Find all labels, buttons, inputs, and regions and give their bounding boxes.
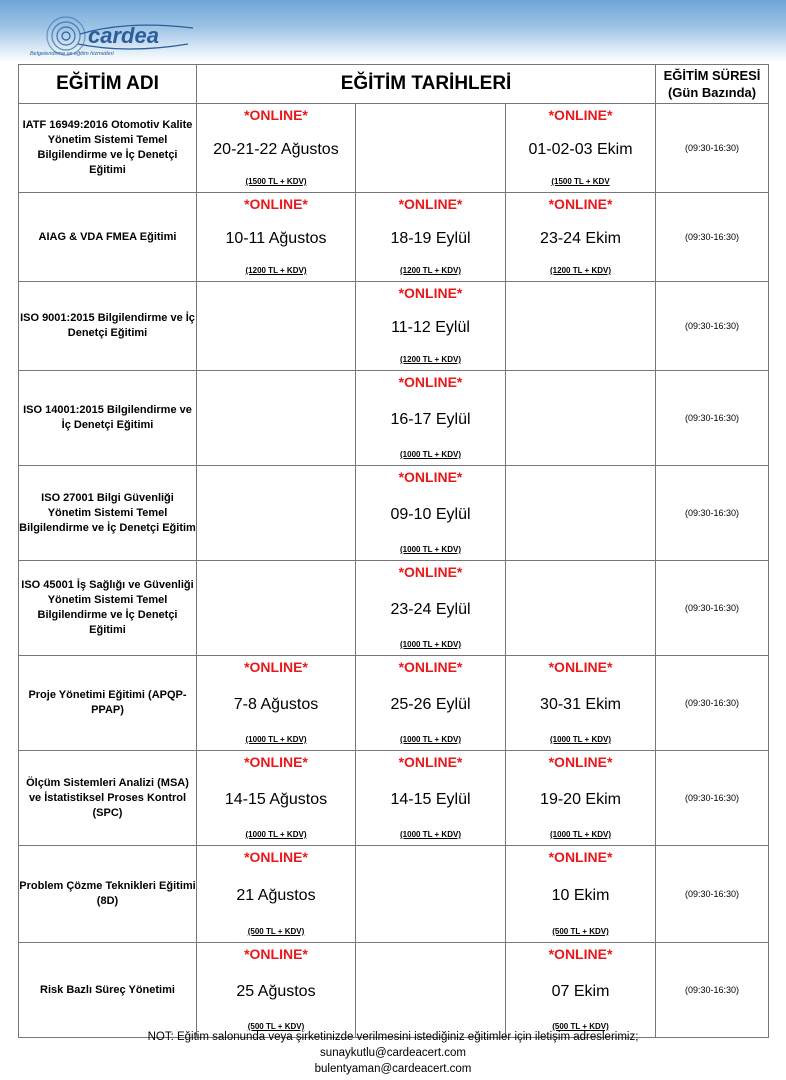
online-tag: *ONLINE* (244, 107, 308, 123)
session-price: (500 TL + KDV) (552, 1022, 609, 1031)
online-tag: *ONLINE* (398, 564, 463, 580)
session-price: (1500 TL + KDV) (245, 177, 307, 186)
session-cell (197, 371, 356, 466)
training-name: Problem Çözme Teknikleri Eğitimi (8D) (19, 846, 197, 943)
table-row (19, 561, 769, 656)
session-cell (506, 193, 656, 282)
session-date: 23-24 Eylül (390, 601, 471, 618)
online-tag: *ONLINE* (398, 469, 463, 485)
table-header-row (19, 65, 769, 104)
training-name: ISO 45001 İş Sağlığı ve Güvenliği Yönetim Sistemi Temel Bilgilendirme ve İç Denetçi Eğitimi (19, 561, 197, 656)
session-details (506, 104, 655, 192)
header-duration-title: EĞİTİM SÜRESİ (663, 68, 761, 83)
table-row (19, 466, 769, 561)
contact-email[interactable]: bulentyaman@cardeacert.com (314, 1063, 472, 1075)
table-row (19, 846, 769, 943)
session-date: 11-12 Eylül (391, 319, 470, 336)
session-cell (506, 846, 656, 943)
session-date: 25 Ağustos (236, 983, 316, 1000)
session-date: 20-21-22 Ağustos (213, 141, 339, 158)
session-cell (506, 656, 656, 751)
online-tag: *ONLINE* (398, 374, 463, 390)
online-tag: *ONLINE* (548, 754, 613, 770)
session-cell (197, 561, 356, 656)
session-details (506, 751, 655, 845)
session-date: 21 Ağustos (236, 887, 316, 904)
session-details (506, 943, 655, 1037)
table-row (19, 371, 769, 466)
note-text: Eğitim salonunda veya şirketinizde verilmesini istediğiniz eğitimler için iletişim adreslerimiz; (173, 1031, 639, 1043)
online-tag: *ONLINE* (398, 196, 463, 212)
session-cell (506, 371, 656, 466)
session-price: (1500 TL + KDV (551, 177, 610, 186)
session-price: (1200 TL + KDV) (400, 355, 461, 364)
logo-wordmark: cardea (88, 23, 159, 48)
online-tag: *ONLINE* (548, 946, 613, 962)
session-price: (1000 TL + KDV) (550, 735, 611, 744)
note-label: NOT: (147, 1031, 174, 1043)
training-duration: (09:30-16:30) (656, 943, 769, 1038)
session-cell (356, 104, 506, 193)
training-duration: (09:30-16:30) (656, 751, 769, 846)
online-tag: *ONLINE* (398, 659, 463, 675)
session-cell (506, 561, 656, 656)
session-details (506, 193, 655, 281)
session-date: 01-02-03 Ekim (528, 141, 633, 158)
session-cell (356, 846, 506, 943)
session-details (356, 371, 505, 465)
training-name: IATF 16949:2016 Otomotiv Kalite Yönetim Sistemi Temel Bilgilendirme ve İç Denetçi Eğitimi (19, 104, 197, 193)
training-name: ISO 14001:2015 Bilgilendirme ve İç Denetçi Eğitimi (19, 371, 197, 466)
session-date: 30-31 Ekim (540, 696, 621, 713)
session-details (356, 656, 505, 750)
logo-tagline: Belgelendirme ve eğitim hizmetleri (30, 51, 114, 57)
training-name: ISO 9001:2015 Bilgilendirme ve İç Denetçi Eğitimi (19, 282, 197, 371)
session-details (197, 193, 355, 281)
session-details (197, 846, 355, 942)
header-training-dates: EĞİTİM TARİHLERİ (197, 65, 656, 104)
session-details (356, 282, 505, 370)
session-details (197, 104, 355, 192)
note-line (0, 1029, 786, 1045)
online-tag: *ONLINE* (244, 754, 308, 770)
session-cell (356, 193, 506, 282)
session-cell (356, 751, 506, 846)
session-date: 25-26 Eylül (390, 696, 471, 713)
cardea-logo (28, 14, 203, 58)
session-cell (506, 466, 656, 561)
online-tag: *ONLINE* (548, 659, 613, 675)
table-row (19, 282, 769, 371)
session-cell (197, 943, 356, 1038)
session-price: (1200 TL + KDV) (245, 266, 307, 275)
online-tag: *ONLINE* (398, 754, 463, 770)
training-duration: (09:30-16:30) (656, 656, 769, 751)
training-name: ISO 27001 Bilgi Güvenliği Yönetim Sistemi Temel Bilgilendirme ve İç Denetçi Eğitim (19, 466, 197, 561)
contact-email[interactable]: sunaykutlu@cardeacert.com (320, 1047, 466, 1059)
session-cell (356, 943, 506, 1038)
training-name: Proje Yönetimi Eğitimi (APQP-PPAP) (19, 656, 197, 751)
online-tag: *ONLINE* (548, 196, 613, 212)
session-cell (197, 104, 356, 193)
session-date: 23-24 Ekim (540, 230, 621, 247)
session-cell (197, 282, 356, 371)
online-tag: *ONLINE* (548, 107, 613, 123)
session-cell (197, 466, 356, 561)
session-details (356, 193, 505, 281)
session-cell (197, 846, 356, 943)
header-training-duration (656, 65, 769, 104)
online-tag: *ONLINE* (244, 196, 308, 212)
session-details (506, 846, 655, 942)
online-tag: *ONLINE* (548, 849, 613, 865)
training-name: AIAG & VDA FMEA Eğitimi (19, 193, 197, 282)
session-cell (356, 371, 506, 466)
session-date: 16-17 Eylül (390, 411, 471, 428)
session-price: (1000 TL + KDV) (245, 735, 307, 744)
training-schedule-table (18, 64, 769, 1038)
table-body (19, 104, 769, 1038)
online-tag: *ONLINE* (398, 285, 463, 301)
session-price: (1000 TL + KDV) (400, 830, 461, 839)
session-price: (1000 TL + KDV) (400, 450, 461, 459)
session-date: 07 Ekim (551, 983, 610, 1000)
online-tag: *ONLINE* (244, 659, 308, 675)
training-duration: (09:30-16:30) (656, 466, 769, 561)
training-duration: (09:30-16:30) (656, 561, 769, 656)
training-duration: (09:30-16:30) (656, 371, 769, 466)
session-cell (506, 943, 656, 1038)
session-price: (1000 TL + KDV) (400, 545, 461, 554)
training-duration: (09:30-16:30) (656, 282, 769, 371)
session-price: (500 TL + KDV) (552, 927, 609, 936)
session-date: 09-10 Eylül (390, 506, 471, 523)
session-cell (506, 282, 656, 371)
table-row (19, 751, 769, 846)
session-cell (197, 193, 356, 282)
session-cell (197, 656, 356, 751)
session-cell (356, 466, 506, 561)
session-cell (197, 751, 356, 846)
session-price: (1200 TL + KDV) (550, 266, 611, 275)
session-date: 10-11 Ağustos (225, 230, 327, 247)
session-price: (500 TL + KDV) (247, 927, 305, 936)
session-date: 14-15 Eylül (390, 791, 471, 808)
table-row (19, 193, 769, 282)
session-cell (356, 656, 506, 751)
session-details (197, 656, 355, 750)
session-cell (506, 751, 656, 846)
session-date: 18-19 Eylül (390, 230, 471, 247)
footer-note (0, 1029, 786, 1077)
table-row (19, 104, 769, 193)
session-details (506, 656, 655, 750)
online-tag: *ONLINE* (244, 946, 308, 962)
session-details (197, 943, 355, 1037)
session-price: (1000 TL + KDV) (245, 830, 307, 839)
table-row (19, 943, 769, 1038)
session-details (356, 561, 505, 655)
session-date: 19-20 Ekim (540, 791, 621, 808)
session-price: (1200 TL + KDV) (400, 266, 461, 275)
training-duration: (09:30-16:30) (656, 846, 769, 943)
session-date: 10 Ekim (551, 887, 610, 904)
session-price: (1000 TL + KDV) (550, 830, 611, 839)
session-cell (356, 561, 506, 656)
session-price: (1000 TL + KDV) (400, 735, 461, 744)
session-details (356, 466, 505, 560)
session-date: 14-15 Ağustos (224, 791, 328, 808)
training-name: Ölçüm Sistemleri Analizi (MSA) ve İstatistiksel Proses Kontrol (SPC) (19, 751, 197, 846)
session-cell (506, 104, 656, 193)
header-duration-subtitle: (Gün Bazında) (667, 85, 757, 100)
training-duration: (09:30-16:30) (656, 193, 769, 282)
table-row (19, 656, 769, 751)
training-name: Risk Bazlı Süreç Yönetimi (19, 943, 197, 1038)
session-price: (500 TL + KDV) (247, 1022, 305, 1031)
session-details (356, 751, 505, 845)
online-tag: *ONLINE* (244, 849, 308, 865)
session-price: (1000 TL + KDV) (400, 640, 461, 649)
session-cell (356, 282, 506, 371)
header-training-name: EĞİTİM ADI (19, 65, 197, 104)
training-duration: (09:30-16:30) (656, 104, 769, 193)
session-date: 7-8 Ağustos (233, 696, 319, 713)
session-details (197, 751, 355, 845)
